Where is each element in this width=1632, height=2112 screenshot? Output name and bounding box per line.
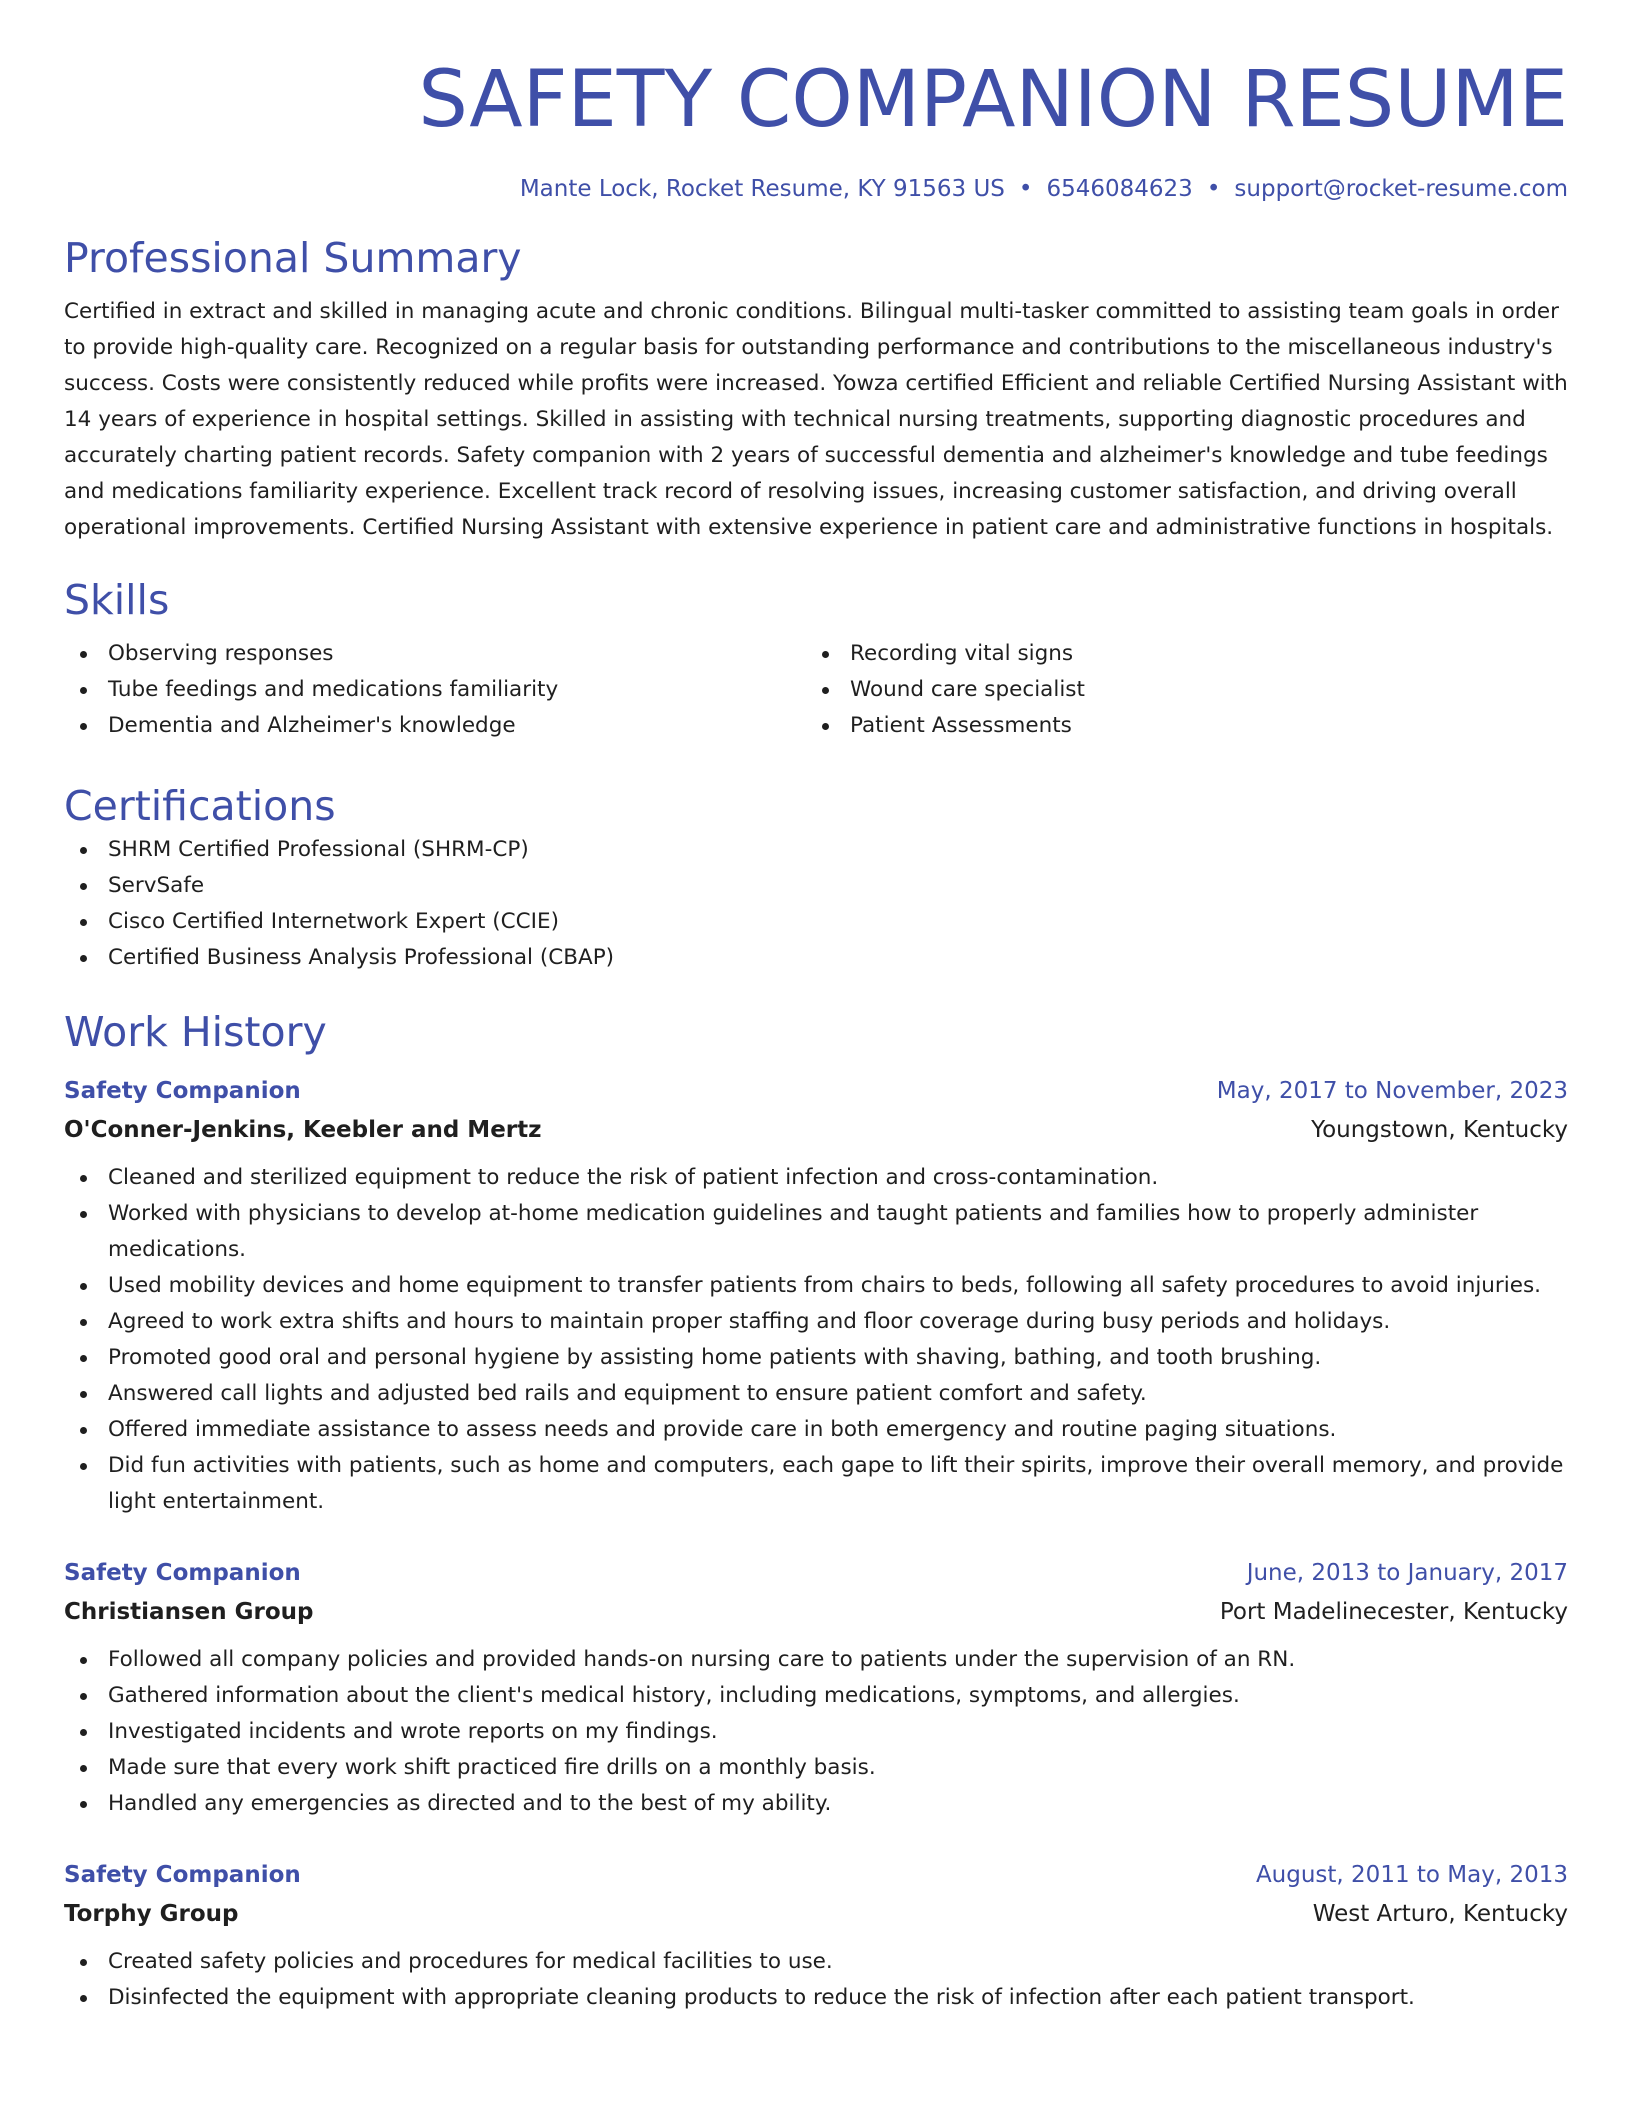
job-duty: Handled any emergencies as directed and to the best of my ability. [64,1786,1568,1822]
certification-item: Certified Business Analysis Professional (CBAP) [64,940,1568,976]
job-location: Port Madelinecester, Kentucky [1219,1599,1568,1625]
job-duty: Answered call lights and adjusted bed rails and equipment to ensure patient comfort and safety. [64,1376,1568,1412]
skill-item: Recording vital signs [806,636,1568,672]
job-duty: Disinfected the equipment with appropriate cleaning products to reduce the risk of infection after each patient transport. [64,1980,1568,2016]
work-history-heading: Work History [64,1008,327,1056]
skills-grid [64,636,1568,744]
job-title-row [64,1856,1568,1894]
job-entry [64,1072,1568,1520]
skills-heading: Skills [64,576,170,624]
job-title-row [64,1554,1568,1592]
job-company: O'Conner-Jenkins, Keebler and Mertz [64,1117,542,1143]
skills-list-left [64,636,806,744]
job-duties-list [64,1944,1568,2016]
job-title: Safety Companion [64,1078,301,1104]
job-entry [64,1856,1568,2016]
job-company-row [64,1110,1568,1150]
resume-header [64,0,1568,204]
contact-line [64,174,1568,204]
job-company-row [64,1592,1568,1632]
job-location: West Arturo, Kentucky [1312,1901,1568,1927]
job-dates: May, 2017 to November, 2023 [1216,1078,1568,1104]
resume-title: SAFETY COMPANION RESUME [418,55,1568,145]
work-history-section [64,1006,1568,2016]
job-duty: Investigated incidents and wrote reports on my findings. [64,1714,1568,1750]
job-duties-list [64,1642,1568,1822]
skills-section [64,574,1568,744]
skill-item: Tube feedings and medications familiarity [64,672,806,708]
contact-address: Mante Lock, Rocket Resume, KY 91563 US [519,176,1005,202]
job-company-row [64,1894,1568,1934]
job-duties-list [64,1160,1568,1520]
summary-heading: Professional Summary [64,234,522,282]
summary-section [64,232,1568,546]
job-duty: Offered immediate assistance to assess needs and provide care in both emergency and routine paging situations. [64,1412,1568,1448]
summary-text: Certified in extract and skilled in managing acute and chronic conditions. Bilingual multi-tasker committed to assisting team goals in order to provide high-quality care. Recognized on a regular basis for outstanding performance and contributions to the miscellaneous industry's success. Costs were consistently reduced while profits were increased. Yowza certified Efficient and reliable Certified Nursing Assistant with 14 years of experience in hospital settings. Skilled in assisting with technical nursing treatments, supporting diagnostic procedures and accurately charting patient records. Safety companion with 2 years of successful dementia and alzheimer's knowledge and tube feedings and medications familiarity experience. Excellent track record of resolving issues, increasing customer satisfaction, and driving overall operational improvements. Certified Nursing Assistant with extensive experience in patient care and administrative functions in hospitals. [64,299,1568,540]
contact-separator: • [1018,176,1033,202]
contact-phone: 6546084623 [1046,176,1193,202]
job-title: Safety Companion [64,1560,301,1586]
certifications-heading: Certifications [64,782,336,830]
job-duty: Created safety policies and procedures for medical facilities to use. [64,1944,1568,1980]
job-title: Safety Companion [64,1862,301,1888]
job-duty: Followed all company policies and provided hands-on nursing care to patients under the supervision of an RN. [64,1642,1568,1678]
job-duty: Did fun activities with patients, such as home and computers, each gape to lift their spirits, improve their overall memory, and provide light entertainment. [64,1448,1568,1520]
job-dates: June, 2013 to January, 2017 [1246,1560,1568,1586]
certification-item: ServSafe [64,868,1568,904]
job-title-row [64,1072,1568,1110]
skills-list-right [806,636,1568,744]
certification-item: SHRM Certified Professional (SHRM-CP) [64,832,1568,868]
certification-item: Cisco Certified Internetwork Expert (CCIE) [64,904,1568,940]
job-entry [64,1554,1568,1822]
skill-item: Dementia and Alzheimer's knowledge [64,708,806,744]
job-duty: Agreed to work extra shifts and hours to maintain proper staffing and floor coverage during busy periods and holidays. [64,1304,1568,1340]
skill-item: Observing responses [64,636,806,672]
job-duty: Gathered information about the client's medical history, including medications, symptoms, and allergies. [64,1678,1568,1714]
skill-item: Wound care specialist [806,672,1568,708]
certifications-list [64,832,1568,976]
contact-email: support@rocket-resume.com [1234,176,1568,202]
job-company: Christiansen Group [64,1599,314,1625]
job-company: Torphy Group [64,1901,239,1927]
contact-separator: • [1206,176,1221,202]
job-location: Youngstown, Kentucky [1311,1117,1568,1143]
job-duty: Made sure that every work shift practiced fire drills on a monthly basis. [64,1750,1568,1786]
job-duty: Promoted good oral and personal hygiene by assisting home patients with shaving, bathing, and tooth brushing. [64,1340,1568,1376]
job-dates: August, 2011 to May, 2013 [1255,1862,1568,1888]
skill-item: Patient Assessments [806,708,1568,744]
certifications-section [64,780,1568,976]
job-duty: Cleaned and sterilized equipment to reduce the risk of patient infection and cross-contamination. [64,1160,1568,1196]
job-duty: Worked with physicians to develop at-home medication guidelines and taught patients and families how to properly administer medications. [64,1196,1568,1268]
job-duty: Used mobility devices and home equipment to transfer patients from chairs to beds, following all safety procedures to avoid injuries. [64,1268,1568,1304]
